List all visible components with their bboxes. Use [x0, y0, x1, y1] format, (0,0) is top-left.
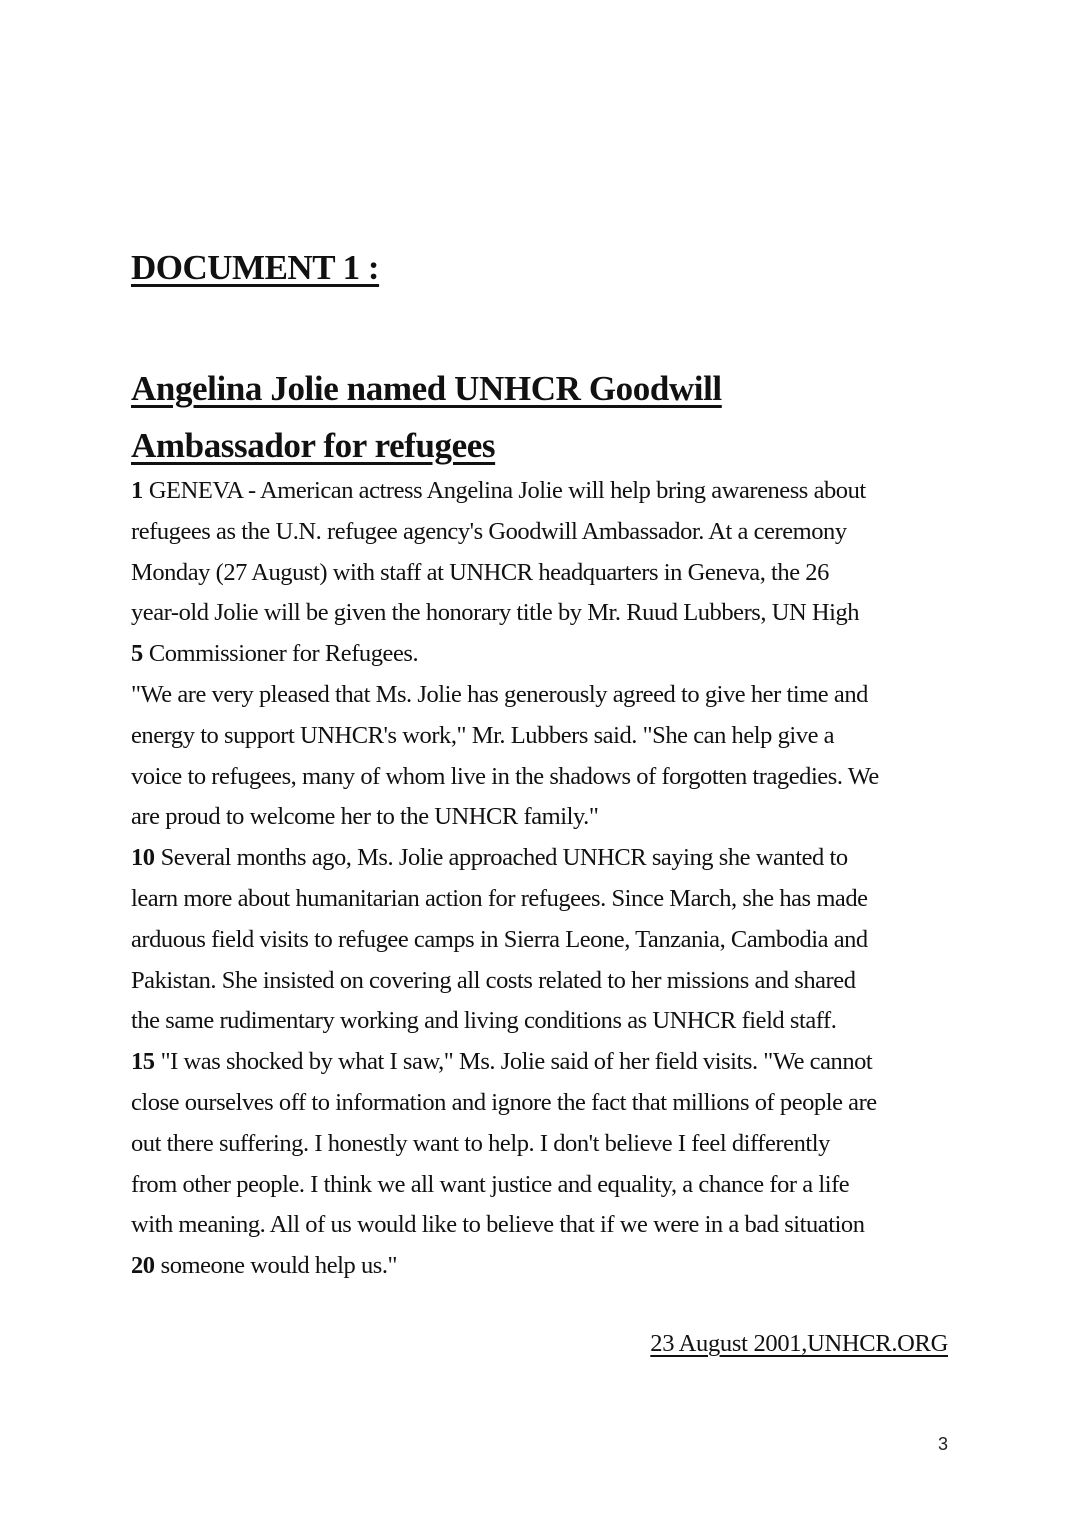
body-line [131, 634, 961, 675]
line-number: 10 [131, 844, 155, 872]
body-line [131, 512, 961, 553]
body-line [131, 1083, 961, 1124]
line-text: are proud to welcome her to the UNHCR family." [131, 803, 599, 831]
line-number: 20 [131, 1252, 155, 1280]
line-text: the same rudimentary working and living conditions as UNHCR field staff. [131, 1007, 837, 1035]
body-line [131, 1205, 961, 1246]
body-line [131, 1042, 961, 1083]
body-line [131, 471, 961, 512]
body-line [131, 1001, 961, 1042]
line-text: "We are very pleased that Ms. Jolie has generously agreed to give her time and [131, 680, 868, 708]
body-line [131, 675, 961, 716]
article-body [131, 471, 961, 1287]
line-text: learn more about humanitarian action for refugees. Since March, she has made [131, 884, 868, 912]
line-text: Commissioner for Refugees. [148, 640, 419, 668]
body-line [131, 593, 961, 634]
line-text: Pakistan. She insisted on covering all costs related to her missions and shared [131, 966, 856, 994]
body-line [131, 716, 961, 757]
line-number: 15 [131, 1048, 155, 1076]
line-text: with meaning. All of us would like to believe that if we were in a bad situation [131, 1211, 865, 1239]
body-line [131, 838, 961, 879]
body-line [131, 879, 961, 920]
body-line [131, 757, 961, 798]
line-text: from other people. I think we all want justice and equality, a chance for a life [131, 1170, 850, 1198]
body-line [131, 553, 961, 594]
line-text: year-old Jolie will be given the honorary title by Mr. Ruud Lubbers, UN High [131, 599, 860, 627]
line-text: "I was shocked by what I saw," Ms. Jolie said of her field visits. "We cannot [160, 1048, 873, 1076]
line-text: energy to support UNHCR's work," Mr. Lubbers said. "She can help give a [131, 721, 835, 749]
document-label: DOCUMENT 1 : [131, 248, 380, 287]
body-line [131, 961, 961, 1002]
line-text: arduous field visits to refugee camps in Sierra Leone, Tanzania, Cambodia and [131, 925, 868, 953]
body-line [131, 1246, 961, 1287]
line-text: GENEVA - American actress Angelina Jolie will help bring awareness about [148, 477, 866, 504]
body-line [131, 1165, 961, 1206]
line-text: Monday (27 August) with staff at UNHCR headquarters in Geneva, the 26 [131, 558, 829, 586]
line-number: 5 [131, 640, 143, 668]
headline-line: Angelina Jolie named UNHCR Goodwill [131, 369, 722, 408]
line-text: out there suffering. I honestly want to help. I don't believe I feel differently [131, 1129, 830, 1157]
headline-line: Ambassador for refugees [131, 426, 496, 465]
article-headline [131, 360, 722, 474]
line-text: Several months ago, Ms. Jolie approached UNHCR saying she wanted to [160, 844, 848, 872]
line-text: someone would help us." [160, 1252, 398, 1280]
body-line [131, 1124, 961, 1165]
line-text: close ourselves off to information and ignore the fact that millions of people are [131, 1088, 877, 1116]
body-line [131, 797, 961, 838]
source-citation: 23 August 2001,UNHCR.ORG [650, 1330, 948, 1357]
page-number: 3 [937, 1434, 948, 1454]
line-text: voice to refugees, many of whom live in the shadows of forgotten tragedies. We [131, 762, 879, 790]
line-number: 1 [131, 477, 143, 504]
body-line [131, 920, 961, 961]
line-text: refugees as the U.N. refugee agency's Goodwill Ambassador. At a ceremony [131, 517, 847, 545]
